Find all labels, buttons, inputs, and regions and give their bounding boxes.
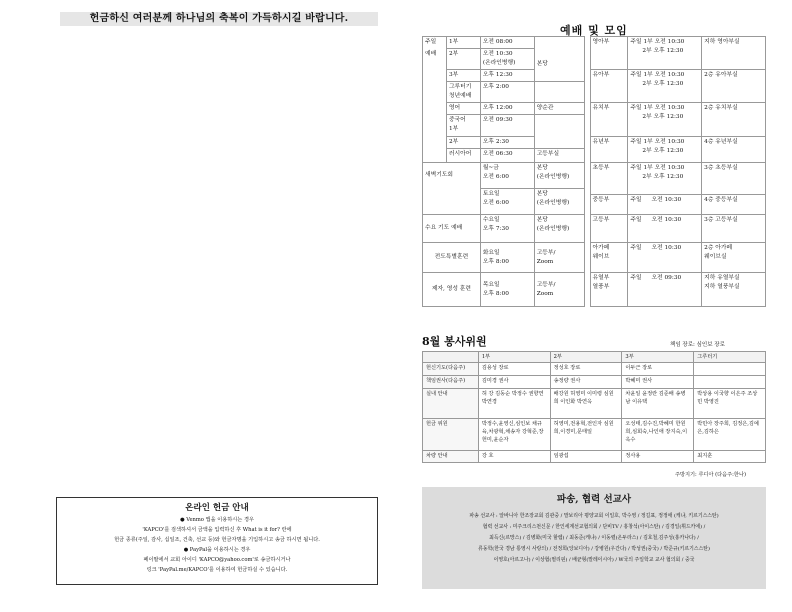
service-time: 오후 2:00 [480, 82, 534, 103]
online-giving-line: 헌금 종류(주일, 감사, 십일조, 건축, 선교 등)와 헌금자명을 기입하시고 송금 하시면 됩니다. [114, 537, 320, 543]
evangelism-time: 화요일 오후 8:00 [480, 243, 534, 273]
volunteer-cell: 임광섭 [550, 451, 622, 463]
service-time: 오전 06:30 [480, 149, 534, 163]
dept-time: 주일 오전 10:30 [628, 243, 702, 273]
volunteer-header: 1부 [478, 352, 550, 363]
dept-place: 4층 중등부실 [702, 195, 766, 215]
thanks-banner: 헌금하신 여러분께 하나님의 축복이 가득하시길 바랍니다. [60, 12, 378, 26]
dept-time: 주일 오전 10:30 [628, 215, 702, 243]
discipleship-time: 목요일 오후 8:00 [480, 273, 534, 307]
dawn-place: 본당 (온라인병행) [534, 189, 584, 215]
service-time: 오후 2:30 [480, 137, 534, 149]
sunday-label: 예배 [423, 49, 447, 70]
missionary-line: 류동학(한국 경남 통영시 사랑의) / 전정희(앙보디아) / 강병원(우간다) / 박성권(중국) / 박준규(키르기스스탄) [478, 546, 710, 552]
service-place [534, 37, 584, 49]
dept-name: 영아부 [590, 37, 628, 70]
discipleship-label: 제자, 영성 훈련 [423, 273, 481, 307]
dept-time: 주일 1부 오전 10:30 2부 오후 12:30 [628, 163, 702, 195]
wednesday-place: 본당 (온라인병행) [534, 215, 584, 243]
volunteer-cell: 허영미,전용혁,전인자 심원희,이경미,문태일 [550, 419, 622, 451]
evangelism-label: 전도특별훈련 [423, 243, 481, 273]
service-time: 오전 10:30 (온라인병행) [480, 49, 534, 70]
volunteer-cell: 김미경 권사 [478, 376, 550, 389]
dept-place: 3층 고등부실 [702, 215, 766, 243]
kitchen-note: 주방지기: 루디아 (다음주:한나) [675, 472, 746, 478]
sunday-label: 주일 [423, 37, 447, 49]
volunteer-header [423, 352, 479, 363]
dawn-time: 월~금 오전 6:00 [480, 163, 534, 189]
service-place: 양순관 [534, 103, 584, 115]
dept-place: 3층 초등부실 [702, 163, 766, 195]
evangelism-place: 고등부/ Zoom [534, 243, 584, 273]
wednesday-time: 수요일 오후 7:30 [480, 215, 534, 243]
volunteer-cell: 배강원 허영미 이미령 심원희 이인화 박연옥 [550, 389, 622, 419]
volunteer-cell: 박상용 이국향 이은주 조상민 박영진 [694, 389, 766, 419]
service-part: 2부 [446, 137, 480, 149]
online-giving-line: 'KAPCO'를 검색하셔서 금액을 입력하신 후 What is it for? 란에 [142, 527, 292, 533]
service-time: 오후 12:00 [480, 103, 534, 115]
service-part: 러시아어 [446, 149, 480, 163]
service-part: 3부 [446, 70, 480, 82]
service-time: 오전 08:00 [480, 37, 534, 49]
dawn-time: 토요일 오전 6:00 [480, 189, 534, 215]
volunteer-title: 8월 봉사위원 [422, 335, 487, 348]
volunteer-cell: 정성호 장로 [550, 363, 622, 376]
volunteer-cell [694, 363, 766, 376]
volunteer-cell: 강 호 [478, 451, 550, 463]
discipleship-place: 고등부/ Zoom [534, 273, 584, 307]
online-giving-line: ● Venmo 앱을 이용하시는 경우 [180, 517, 254, 523]
wednesday-label: 수요 기도 예배 [423, 215, 481, 243]
dept-place: 지하 유열부실 지하 열풍부실 [702, 273, 766, 307]
service-part: 1부 [446, 37, 480, 49]
missionary-title: 파송, 협력 선교사 [556, 494, 632, 505]
service-time: 오전 09:30 [480, 115, 534, 137]
volunteer-table [422, 351, 766, 463]
volunteer-cell: 허 강 김동순 박정수 권향연 박연경 [478, 389, 550, 419]
volunteer-cell [694, 376, 766, 389]
dawn-label: 새벽기도회 [423, 163, 481, 189]
service-part: 중국어 1부 [446, 115, 480, 137]
missionary-line: 협력 선교사 : 미주크리스천신문 / 한인세계선교협의회 / 단비TV / 홍창석(아이스탄) / 김경일(휘드카에) / [482, 524, 706, 530]
missionary-line: 이영호(아르고나) / 이상협(필리핀) / 배균형(말레이시아) / W국의 주일학교 교사 협의회 / 중국 [493, 557, 695, 563]
service-time: 오후 12:30 [480, 70, 534, 82]
dept-place: 4층 유년부실 [702, 137, 766, 163]
volunteer-cell: 박혜미 권사 [622, 376, 694, 389]
dept-time: 주일 오전 09:30 [628, 273, 702, 307]
volunteer-cell: 박민아 장주희, 김정은,김예은,김하은 [694, 419, 766, 451]
volunteer-cell: 박정수,윤영신,심인보 채규육,차광혁,채송자 강혁준,장헌미,윤순자 [478, 419, 550, 451]
volunteer-cell: 이두근 장로 [622, 363, 694, 376]
volunteer-cell: 최지훈 [694, 451, 766, 463]
dept-name: 아가페 웨이브 [590, 243, 628, 273]
volunteer-cell: 정사용 [622, 451, 694, 463]
dawn-place: 본당 (온라인병행) [534, 163, 584, 189]
volunteer-role: 헌금 위원 [423, 419, 479, 451]
dept-place: 2층 유치부실 [702, 103, 766, 137]
online-giving-box [56, 497, 378, 585]
dept-time: 주일 1부 오전 10:30 2부 오후 12:30 [628, 70, 702, 103]
dept-time: 주일 오전 10:30 [628, 195, 702, 215]
online-giving-line: 링크 'PayPal.me/KAPCO'를 이용하여 헌금하실 수 있습니다. [146, 567, 288, 573]
volunteer-header: 그루터기 [694, 352, 766, 363]
volunteer-role: 책임권사(다음주) [423, 376, 479, 389]
missionary-line: 파송 선교사 : 알바니아 한조장교회 김관중 / 말보리아 평양교회 이일호, 박수영 / 정길표, 정정애 (케냐, 키르기스스탄) [469, 513, 719, 519]
dept-name: 고등부 [590, 215, 628, 243]
volunteer-role: 헌신기도(다음주) [423, 363, 479, 376]
leader-elder-note: 책임 장로: 심인보 장로 [670, 342, 725, 348]
dept-place: 2층 아가페 웨이브실 [702, 243, 766, 273]
service-part: 그루터기 청년예배 [446, 82, 480, 103]
worship-schedule-table [422, 36, 766, 307]
dept-name: 유년부 [590, 137, 628, 163]
worship-title: 예배 및 모임 [560, 24, 628, 37]
volunteer-role: 차량 안내 [423, 451, 479, 463]
service-place: 본당 [534, 49, 584, 70]
online-giving-line: ● PayPal을 이용하시는 경우 [183, 547, 251, 553]
dept-name: 유열부 열풍부 [590, 273, 628, 307]
volunteer-cell: 송정량 권사 [550, 376, 622, 389]
dept-place: 지하 영아부실 [702, 37, 766, 70]
volunteer-cell: 차윤일 윤정란 김준배 송병남 이유택 [622, 389, 694, 419]
online-giving-title: 온라인 헌금 안내 [185, 503, 249, 513]
dept-time: 주일 1부 오전 10:30 2부 오후 12:30 [628, 37, 702, 70]
volunteer-header: 3부 [622, 352, 694, 363]
dept-name: 초등부 [590, 163, 628, 195]
volunteer-header: 2부 [550, 352, 622, 363]
volunteer-cell: 오성태,김수진,박혜미 한원희,심회숙,나인애 장지숙,이옥수 [622, 419, 694, 451]
dept-time: 주일 1부 오전 10:30 2부 오후 12:30 [628, 103, 702, 137]
service-part: 영어 [446, 103, 480, 115]
missionary-line: 최득신(르망스) / 김병화(미국 할렘) / 최동준(케냐) / 이동렬(온두라스) / 김호철,김주성(홍카나다) / [489, 535, 699, 541]
dept-place: 2층 유아부실 [702, 70, 766, 103]
service-part: 2부 [446, 49, 480, 70]
online-giving-line: 페이팔에서 교회 아이디 'KAPCO@yahoo.com'로 송금하시거나 [143, 557, 291, 563]
dept-name: 유아부 [590, 70, 628, 103]
volunteer-cell: 김용성 장로 [478, 363, 550, 376]
dept-name: 유치부 [590, 103, 628, 137]
service-place: 고등부실 [534, 149, 584, 163]
missionary-box [422, 487, 766, 589]
dept-time: 주일 1부 오전 10:30 2부 오후 12:30 [628, 137, 702, 163]
dept-name: 중등부 [590, 195, 628, 215]
volunteer-role: 실내 안내 [423, 389, 479, 419]
